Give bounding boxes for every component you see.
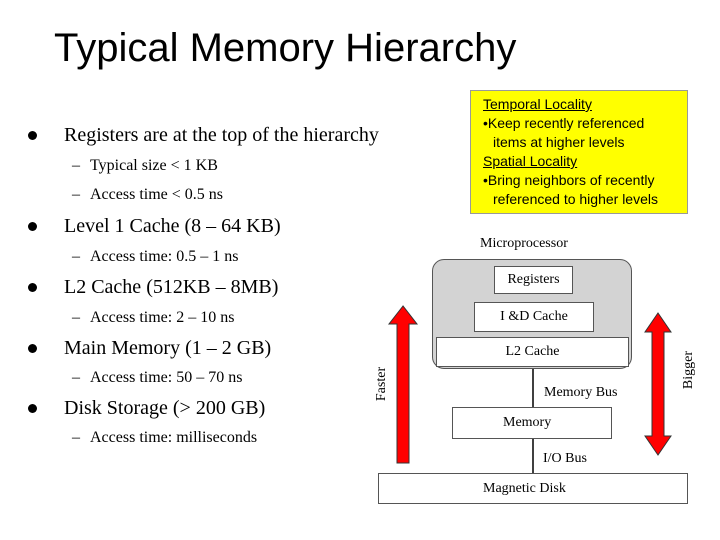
dash: – [72,369,80,386]
sub-registers-size [72,157,218,175]
faster-arrow [389,306,417,463]
temporal-locality-heading: Temporal Locality [483,96,592,112]
spatial-locality-heading: Spatial Locality [483,153,578,169]
dash: – [72,309,80,326]
dash: – [72,157,80,174]
faster-label: Faster [374,366,389,402]
bullet-l2 [28,276,278,299]
temporal-locality-line1: •Keep recently referenced [483,115,645,131]
sub-registers-size-text: Typical size < 1 KB [90,157,218,174]
bullet-main-memory-text: Main Memory (1 – 2 GB) [64,337,272,359]
sub-registers-time [72,186,223,204]
sub-registers-time-text: Access time < 0.5 ns [90,186,223,203]
bullet-l1-text: Level 1 Cache (8 – 64 KB) [64,215,281,237]
bullet-l2-text: L2 Cache (512KB – 8MB) [64,276,279,298]
bullet-disk [28,397,265,420]
id-cache-box: I &D Cache [474,302,594,332]
bullet-l1 [28,215,281,238]
sub-l1-time-text: Access time: 0.5 – 1 ns [90,248,239,265]
sub-l2-time [72,309,234,327]
bullet-dot [28,344,37,353]
bullet-registers-text: Registers are at the top of the hierarchy [64,124,379,146]
bullet-dot [28,131,37,140]
memory-box: Memory [452,407,612,439]
microprocessor-label: Microprocessor [480,236,568,251]
dash: – [72,429,80,446]
sub-disk-time [72,429,257,447]
sub-disk-time-text: Access time: milliseconds [90,429,258,446]
bigger-label: Bigger [681,350,696,390]
magnetic-disk-box: Magnetic Disk [378,473,688,504]
sub-l1-time [72,248,238,266]
bullet-dot [28,404,37,413]
sub-main-time-text: Access time: 50 – 70 ns [90,369,243,386]
dash: – [72,248,80,265]
temporal-locality-line2: items at higher levels [493,134,625,150]
sub-main-time [72,369,242,387]
locality-callout [470,90,688,214]
l2-cache-box: L2 Cache [436,337,629,367]
dash: – [72,186,80,203]
io-bus-label: I/O Bus [543,451,587,466]
sub-l2-time-text: Access time: 2 – 10 ns [90,309,235,326]
bullet-dot [28,283,37,292]
registers-box: Registers [494,266,573,294]
bullet-disk-text: Disk Storage (> 200 GB) [64,397,266,419]
bigger-arrow [645,313,671,455]
memory-bus-label: Memory Bus [544,385,618,400]
slide-title: Typical Memory Hierarchy [54,26,517,70]
spatial-locality-line2: referenced to higher levels [493,191,658,207]
spatial-locality-line1: •Bring neighbors of recently [483,172,655,188]
bullet-dot [28,222,37,231]
bullet-main-memory [28,337,271,360]
bullet-registers [28,124,379,147]
